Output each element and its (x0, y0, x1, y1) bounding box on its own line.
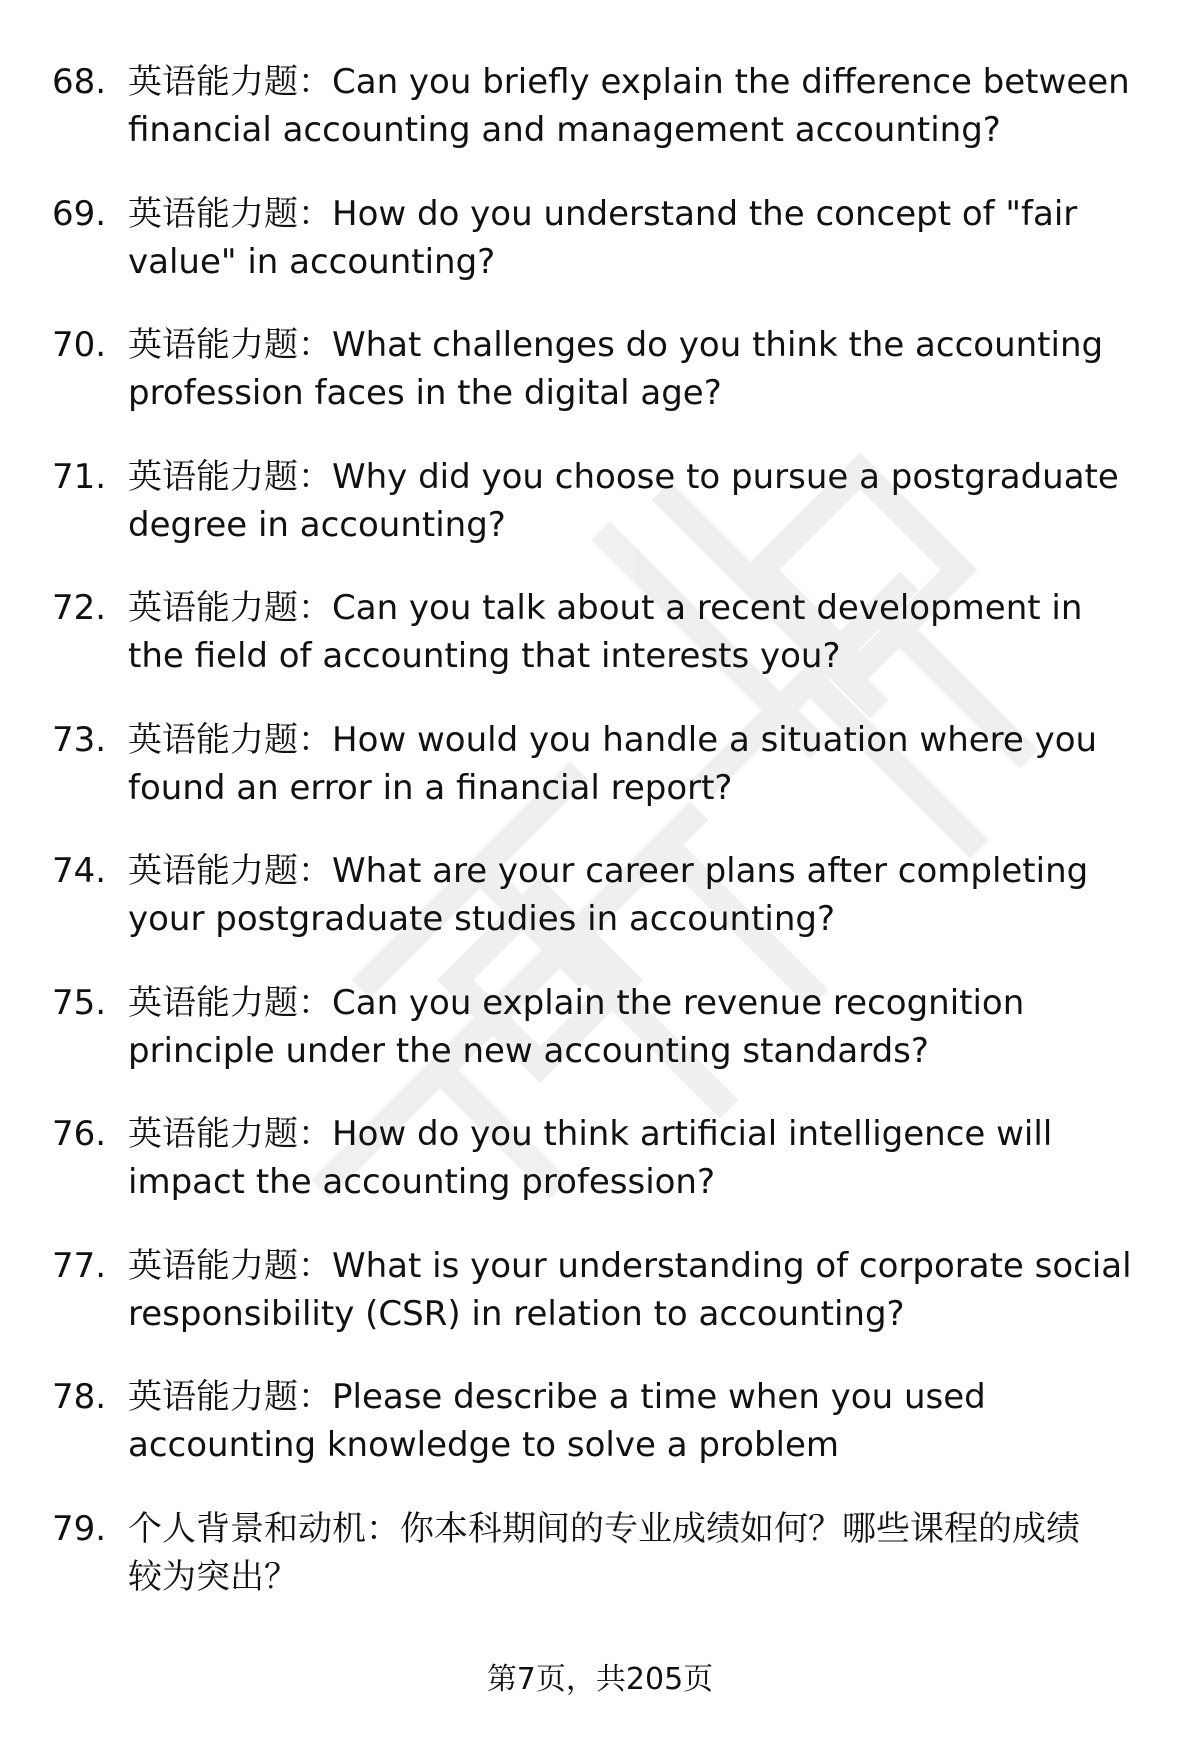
question-category: 英语能力题： (128, 456, 332, 497)
question-item-79 (0, 1505, 1200, 1637)
page-number-text: 第7页，共205页 (486, 1662, 714, 1697)
question-category: 英语能力题： (128, 719, 332, 760)
question-line-2: responsibility (CSR) in relation to accounting? (128, 1293, 905, 1334)
question-text (128, 1110, 1168, 1206)
question-line-2: found an error in a financial report? (128, 767, 733, 808)
question-category: 个人背景和动机： (128, 1508, 400, 1549)
question-number: 68. (52, 62, 107, 102)
question-text (128, 716, 1168, 812)
question-item-70 (0, 321, 1200, 453)
question-item-68 (0, 58, 1200, 190)
question-line-2: profession faces in the digital age? (128, 373, 722, 413)
question-text (128, 584, 1168, 680)
page-footer (0, 1660, 1200, 1700)
question-category: 英语能力题： (128, 1114, 332, 1154)
question-category: 英语能力题： (128, 851, 332, 891)
question-line-1: Why did you choose to pursue a postgraduate (332, 456, 1119, 497)
question-number: 75. (52, 982, 107, 1023)
question-number: 69. (52, 193, 107, 234)
question-item-69 (0, 190, 1200, 322)
question-line-1: How would you handle a situation where you (332, 719, 1098, 760)
question-item-72 (0, 584, 1200, 716)
question-line-2: your postgraduate studies in accounting? (128, 899, 836, 939)
question-line-1: How do you think artificial intelligence will (332, 1114, 1053, 1154)
question-line-2: accounting knowledge to solve a problem (128, 1425, 840, 1465)
question-line-1: Can you briefly explain the difference between (332, 62, 1130, 102)
question-item-75 (0, 979, 1200, 1111)
question-category: 英语能力题： (128, 325, 332, 365)
question-line-2: impact the accounting profession? (128, 1162, 716, 1202)
question-list (0, 58, 1200, 1636)
question-line-1: What challenges do you think the accounting (332, 325, 1104, 365)
question-line-1: Can you explain the revenue recognition (332, 982, 1025, 1023)
question-number: 74. (52, 851, 107, 891)
question-line-1: Please describe a time when you used (332, 1377, 986, 1417)
question-number: 78. (52, 1377, 107, 1417)
question-text (128, 321, 1168, 417)
question-line-2: financial accounting and management accounting? (128, 110, 1001, 150)
question-text (128, 1505, 1168, 1601)
question-item-73 (0, 716, 1200, 848)
question-line-1: What are your career plans after completing (332, 851, 1089, 891)
question-item-76 (0, 1110, 1200, 1242)
question-number: 70. (52, 325, 107, 365)
question-line-2: principle under the new accounting standards? (128, 1030, 929, 1071)
question-line-1: 你本科期间的专业成绩如何？哪些课程的成绩 (400, 1508, 1080, 1549)
question-text (128, 190, 1168, 286)
question-category: 英语能力题： (128, 982, 332, 1023)
question-category: 英语能力题： (128, 1245, 332, 1286)
question-category: 英语能力题： (128, 62, 332, 102)
question-category: 英语能力题： (128, 588, 332, 628)
question-number: 71. (52, 456, 107, 497)
question-line-2: value" in accounting? (128, 241, 496, 282)
question-line-1: Can you talk about a recent development in (332, 588, 1083, 628)
question-number: 76. (52, 1114, 107, 1154)
question-item-71 (0, 453, 1200, 585)
question-number: 72. (52, 588, 107, 628)
question-item-77 (0, 1242, 1200, 1374)
question-line-1: How do you understand the concept of "fair (332, 193, 1078, 234)
question-line-2: 较为突出？ (128, 1556, 298, 1597)
question-text (128, 1242, 1168, 1338)
question-text (128, 453, 1168, 549)
question-category: 英语能力题： (128, 1377, 332, 1417)
question-text (128, 58, 1168, 154)
question-number: 77. (52, 1245, 107, 1286)
question-text (128, 979, 1168, 1075)
question-line-2: degree in accounting? (128, 504, 506, 545)
question-category: 英语能力题： (128, 193, 332, 234)
question-item-78 (0, 1373, 1200, 1505)
question-text (128, 847, 1168, 943)
question-number: 73. (52, 719, 107, 760)
question-number: 79. (52, 1508, 107, 1549)
question-line-2: the field of accounting that interests you? (128, 636, 841, 676)
question-line-1: What is your understanding of corporate social (332, 1245, 1132, 1286)
question-item-74 (0, 847, 1200, 979)
question-text (128, 1373, 1168, 1469)
